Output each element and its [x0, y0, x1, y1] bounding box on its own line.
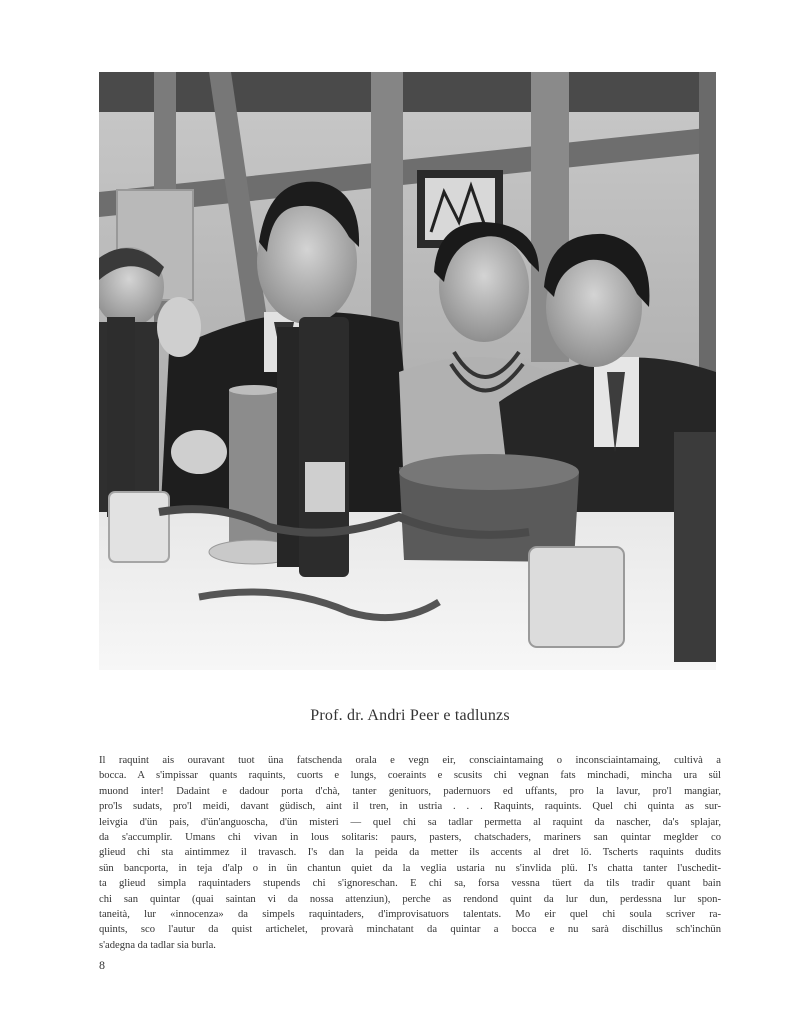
photograph: [99, 72, 716, 670]
text-line: taneità, lur «innocenza» da simpels raquintaders, d'improvisatuors talentats. Mo eir quel chi soula scriver ra-: [99, 909, 721, 921]
photo-caption: Prof. dr. Andri Peer e tadlunzs: [310, 707, 510, 724]
article-text: [99, 753, 721, 953]
text-line: leivgia d'ün pais, d'ün'anguoscha, d'ün misteri — quel chi sa tadlar permetta al raquint da nascher, da's splajar,: [99, 816, 721, 828]
text-line: da s'accumplir. Umans chi vivan in lous solitaris: paurs, pasters, chatschaders, mariners san quintar meglder co: [99, 832, 721, 844]
text-line: ta glieud simpla raquintaders stupends chi s'ignoreschan. E chi sa, forsa vessna tüert da tils tradir quant bain: [99, 878, 721, 890]
text-line: chi san quintar (quai saintan vi da nossa attenziun), perche as rendond quint da lur dun, perdessna lur spon-: [99, 893, 721, 905]
text-line: quints, sco l'autur da quist artichelet, provarà minchatant da quintar a bocca e nu sarà dischillus sch'inchün: [99, 924, 721, 936]
text-line: Il raquint ais ouravant tuot üna fatschenda orala e vegn eir, consciaintamaing o inconsciaintamaing, cultivà a: [99, 755, 721, 766]
text-line: pro'ls sudats, pro'l meidi, davant güdisch, aint il tren, in ustria . . . Raquints, raquints. Quel chi quinta as sur-: [99, 801, 721, 813]
text-line: muond inter! Dadaint e dadour porta d'chà, tanter genituors, padernuors ed uffants, pro la lavur, pro'l mangiar,: [99, 785, 721, 797]
photo-illustration: [99, 72, 716, 670]
text-line: glieud chi sta aintimmez il travasch. I's dan la peida da metter ils accents al dret lö. Tscherts raquints dudits: [99, 847, 721, 859]
text-line: sün bancporta, in teja d'alp o in ün chantun quiet da la veglia ustaria nu s'invlida plü. I's chatta tanter l'uschedit-: [99, 862, 721, 874]
text-line: bocca. A s'impissar quants raquints, cuorts e lungs, coeraints e scusits chi vegnan fats minchadi, mincha ura sül: [99, 770, 721, 782]
text-line: s'adegna da tadlar sia burla.: [99, 939, 216, 951]
page-number: 8: [99, 958, 105, 972]
